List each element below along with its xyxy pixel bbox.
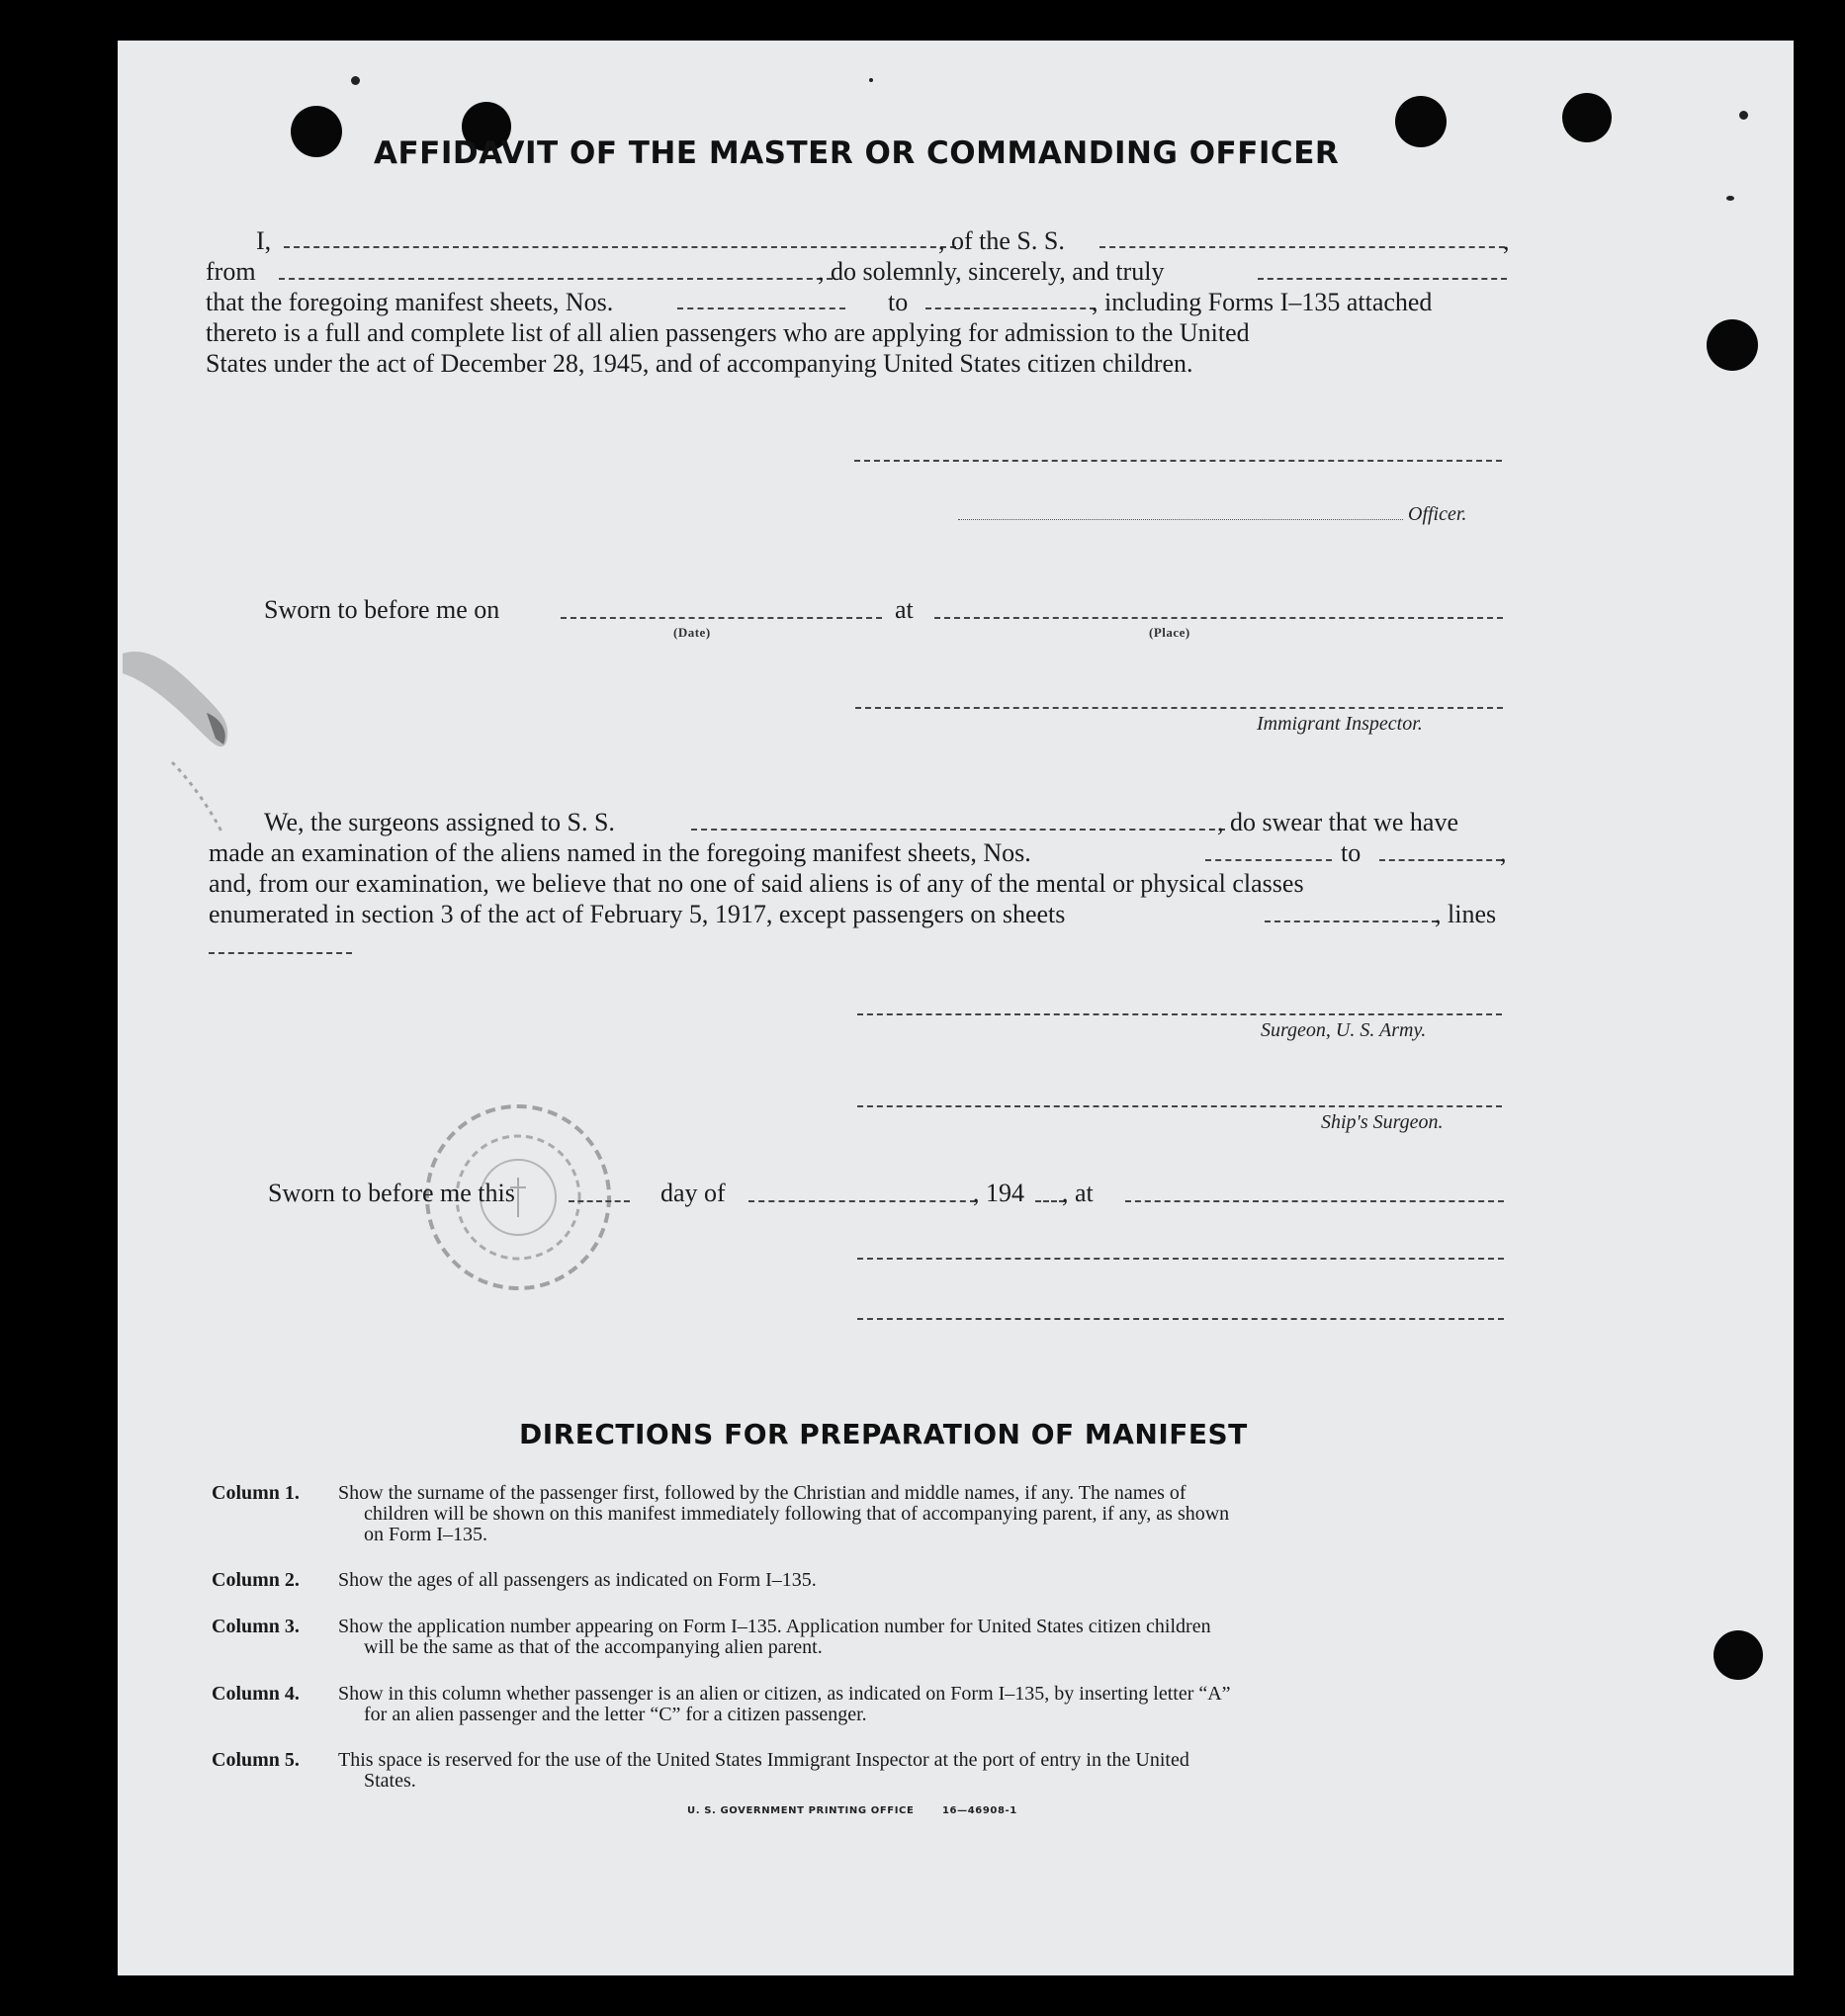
column-3-text-line: will be the same as that of the accompanying alien parent. xyxy=(364,1636,823,1658)
column-5-text-line: This space is reserved for the use of the United States Immigrant Inspector at the port of entry in the United xyxy=(338,1749,1189,1771)
column-3-text-line: Show the application number appearing on Form I–135. Application number for United States citizen children xyxy=(338,1616,1211,1637)
affidavit-line-5: States under the act of December 28, 1945, and of accompanying United States citizen children. xyxy=(206,349,1193,378)
punch-hole xyxy=(1395,96,1447,147)
column-3-label: Column 3. xyxy=(212,1616,300,1637)
sheet-from-blank xyxy=(677,307,845,309)
column-1-text-line: on Form I–135. xyxy=(364,1524,487,1545)
affidavit-line-2-from: from xyxy=(206,257,256,286)
column-4-text xyxy=(338,1684,1525,1725)
ink-smudge xyxy=(118,614,261,861)
affidavit-line-1-comma: , xyxy=(1503,226,1510,255)
surgeons-inspector-line-2 xyxy=(857,1318,1504,1320)
surgeons-sworn-start: Sworn to before me this xyxy=(268,1179,515,1207)
punch-hole xyxy=(291,106,342,157)
column-1-text-line: Show the surname of the passenger first, followed by the Christian and middle names, if any. The names of xyxy=(338,1482,1186,1504)
ink-speck xyxy=(869,78,873,82)
surgeons-line-3: and, from our examination, we believe that no one of said aliens is of any of the mental or physical classes xyxy=(209,869,1304,898)
inspector-label: Immigrant Inspector. xyxy=(1257,713,1423,735)
sworn-prefix: Sworn to before me on xyxy=(264,595,500,624)
sworn-place-2-blank xyxy=(1125,1200,1504,1202)
officer-name-blank xyxy=(284,246,956,248)
form-code: 16—46908-1 xyxy=(942,1805,1017,1816)
column-1-text-line: children will be shown on this manifest immediately following that of accompanying parent, if any, as shown xyxy=(364,1503,1230,1525)
column-2-text xyxy=(338,1570,1525,1591)
from-port-blank xyxy=(279,278,833,280)
printer-imprint: U. S. GOVERNMENT PRINTING OFFICE xyxy=(687,1805,915,1816)
surgeons-line-2-comma: , xyxy=(1500,838,1507,867)
ship-surgeon-signature-line xyxy=(857,1105,1502,1107)
column-5-text-line: States. xyxy=(364,1770,416,1792)
directions-title: DIRECTIONS FOR PREPARATION OF MANIFEST xyxy=(519,1418,1248,1450)
army-surgeon-signature-line xyxy=(857,1013,1502,1015)
surgeons-sheet-to-blank xyxy=(1379,859,1502,861)
declare-blank xyxy=(1258,278,1507,280)
surgeons-sworn-dayof: day of xyxy=(660,1179,726,1207)
surgeons-line-1-start: We, the surgeons assigned to S. S. xyxy=(264,808,615,836)
ship-surgeon-label: Ship's Surgeon. xyxy=(1321,1111,1444,1133)
date-caption: (Date) xyxy=(673,625,711,640)
sheet-to-blank xyxy=(925,307,1096,309)
surgeons-line-4-end: , lines xyxy=(1435,900,1497,928)
surgeons-inspector-line-1 xyxy=(857,1258,1504,1260)
affidavit-line-4: thereto is a full and complete list of all alien passengers who are applying for admission to the United xyxy=(206,318,1250,347)
ink-speck xyxy=(1739,111,1748,120)
surgeons-sheet-from-blank xyxy=(1205,859,1332,861)
ship-name-blank xyxy=(1099,246,1505,248)
affidavit-line-1-of-ss: , of the S. S. xyxy=(938,226,1065,255)
affidavit-title: AFFIDAVIT OF THE MASTER OR COMMANDING OFFICER xyxy=(374,135,1340,171)
army-surgeon-label: Surgeon, U. S. Army. xyxy=(1261,1019,1427,1041)
column-5-label: Column 5. xyxy=(212,1749,300,1771)
punch-hole xyxy=(1562,93,1612,142)
surgeons-line-2-to: to xyxy=(1341,838,1362,867)
column-1-text xyxy=(338,1483,1525,1545)
sworn-at: at xyxy=(895,595,914,624)
sworn-date-blank xyxy=(561,617,882,619)
surgeons-line-2-start: made an examination of the aliens named in the foregoing manifest sheets, Nos. xyxy=(209,838,1031,867)
officer-title-line xyxy=(958,519,1403,520)
sworn-year-blank xyxy=(1035,1200,1065,1202)
place-caption: (Place) xyxy=(1149,625,1190,640)
surgeons-ship-blank xyxy=(691,829,1225,831)
affidavit-line-3-start: that the foregoing manifest sheets, Nos. xyxy=(206,288,614,316)
surgeons-line-4-start: enumerated in section 3 of the act of February 5, 1917, except passengers on sheets xyxy=(209,900,1066,928)
master-signature-line xyxy=(854,460,1502,462)
affidavit-line-3-to: to xyxy=(888,288,909,316)
column-1-label: Column 1. xyxy=(212,1482,300,1504)
column-4-text-line: for an alien passenger and the letter “C” for a citizen passenger. xyxy=(364,1704,867,1725)
column-4-label: Column 4. xyxy=(212,1683,300,1705)
inspector-signature-line xyxy=(855,707,1503,709)
surgeons-sworn-year: , 194 xyxy=(973,1179,1024,1207)
punch-hole xyxy=(1707,319,1758,371)
column-3-text xyxy=(338,1617,1525,1658)
sworn-place-blank xyxy=(934,617,1503,619)
sworn-month-blank xyxy=(748,1200,976,1202)
ink-speck xyxy=(1726,196,1734,201)
affidavit-line-3-end: , including Forms I–135 attached xyxy=(1092,288,1433,316)
exception-lines-blank xyxy=(209,952,352,954)
form-sheet xyxy=(118,41,1794,1975)
exception-sheets-blank xyxy=(1265,920,1438,922)
affidavit-line-1-i: I, xyxy=(256,226,272,255)
affidavit-line-2-solemnly: , do solemnly, sincerely, and truly xyxy=(818,257,1165,286)
column-4-text-line: Show in this column whether passenger is an alien or citizen, as indicated on Form I–135, by inserting letter “A” xyxy=(338,1683,1231,1705)
sworn-day-blank xyxy=(569,1200,630,1202)
punch-hole xyxy=(1713,1630,1763,1680)
ink-speck xyxy=(351,76,360,85)
column-2-label: Column 2. xyxy=(212,1569,300,1591)
surgeons-sworn-at: , at xyxy=(1062,1179,1094,1207)
surgeons-line-1-end: , do swear that we have xyxy=(1217,808,1459,836)
column-5-text xyxy=(338,1750,1525,1792)
officer-label: Officer. xyxy=(1408,503,1467,525)
column-2-text-line: Show the ages of all passengers as indicated on Form I–135. xyxy=(338,1569,817,1591)
